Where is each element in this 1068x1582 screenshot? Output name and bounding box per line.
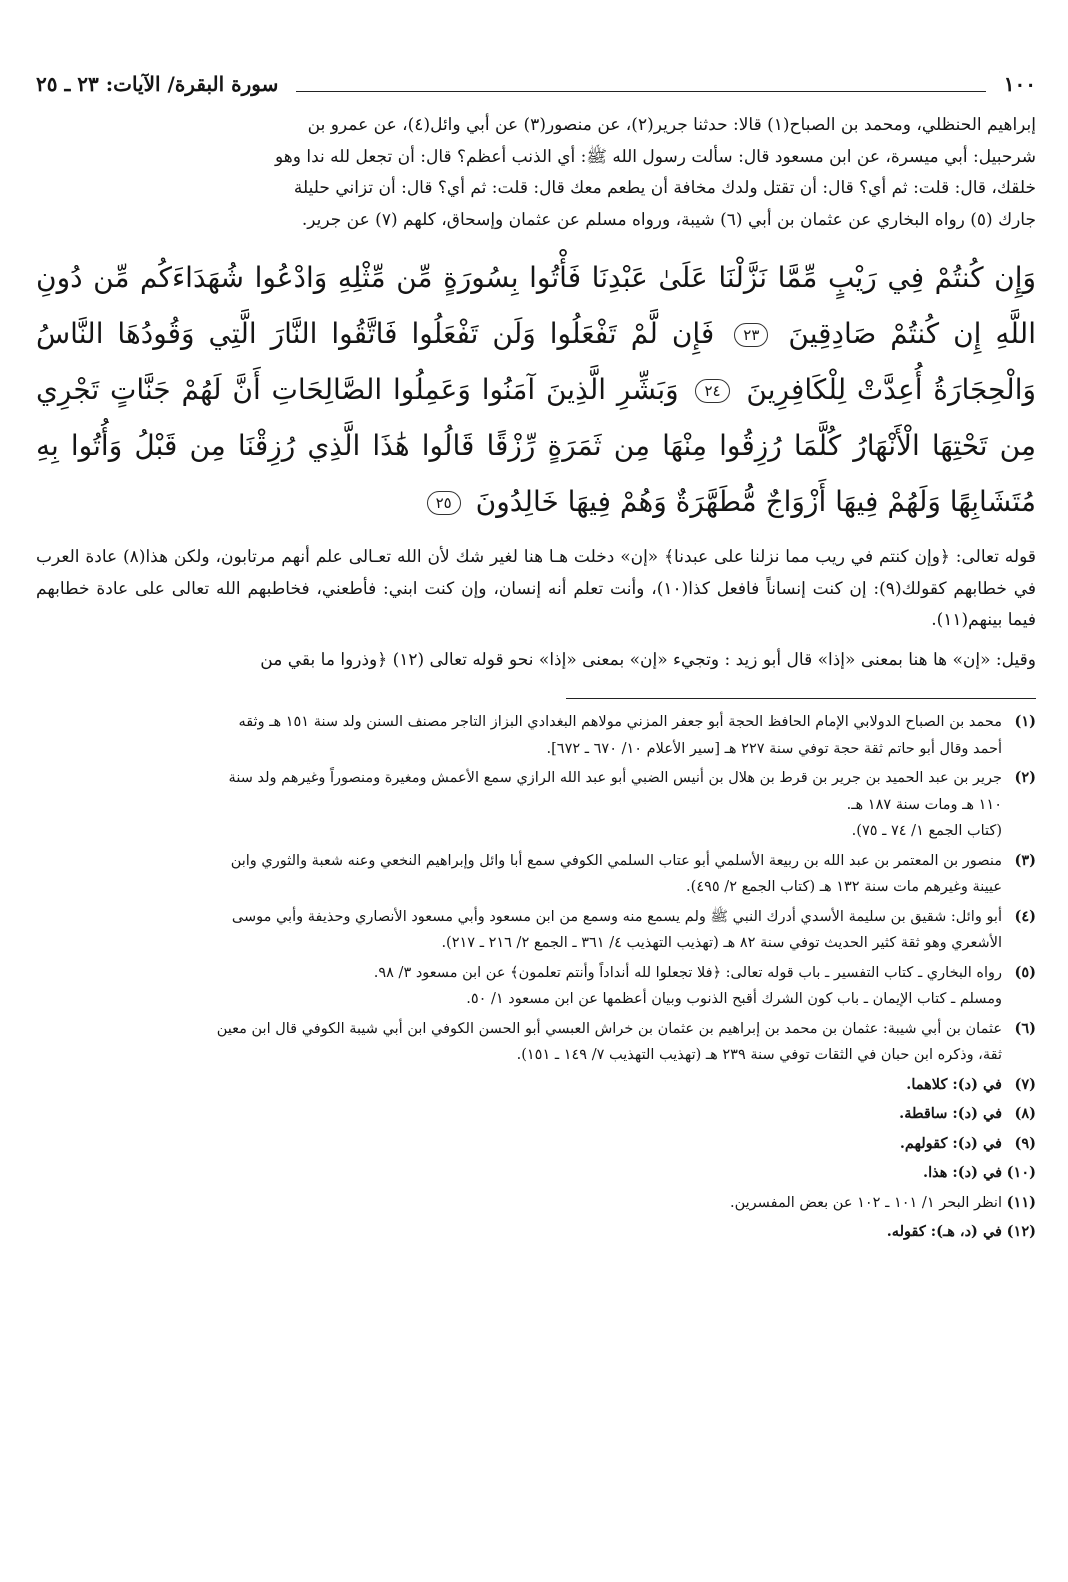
header-rule (296, 91, 985, 92)
footnote-line: عثمان بن أبي شيبة: عثمان بن محمد بن إبراهيم بن عثمان بن خراش العبسي أبو الحسن الكوفي ابن أبي شيبة الكوفي قال ابن معين (216, 1020, 1002, 1037)
commentary (36, 542, 1036, 676)
footnote-number: (١١) (1006, 1193, 1036, 1211)
footnote-line: في (د): كلاهما. (906, 1075, 1002, 1093)
footnote-number: (٢) (1014, 769, 1036, 786)
footnote-line: في (د): ساقطة. (899, 1105, 1002, 1122)
footnote-number: (٨) (1014, 1105, 1036, 1122)
footnote-number: (٧) (1014, 1075, 1036, 1093)
footnote-number: (٩) (1014, 1134, 1036, 1152)
intro-line: جارك (٥) رواه البخاري عن عثمان بن أبي (٦) شيبة، ورواه مسلم عن عثمان وإسحاق، كلهم (٧) عن جرير. (301, 209, 1036, 230)
footnote-number: (٦) (1014, 1019, 1036, 1037)
footnote-line: في (د): هذا. (923, 1164, 1002, 1181)
footnote (36, 1190, 1036, 1217)
footnote-line: ثقة، وذكره ابن حبان في الثقات توفي سنة ٢٣٩ هـ (تهذيب التهذيب ٧/ ١٤٩ ـ ١٥١). (516, 1047, 1002, 1063)
running-title: سورة البقرة/ الآيات: ٢٣ ـ ٢٥ (36, 72, 279, 96)
footnote (36, 709, 1036, 762)
footnote-number: (١٢) (1006, 1223, 1036, 1240)
footnotes (36, 709, 1036, 1246)
book-page (36, 64, 1036, 1564)
footnote-line: محمد بن الصباح الدولابي الإمام الحافظ الحجة أبو جعفر المزني مولاهم البغدادي البزاز التاجر مصنف السنن ولد سنة ١٥١ هـ وثقه (238, 714, 1002, 730)
page-number: ١٠٠ (1003, 72, 1036, 96)
verse-24-text: فَإِن لَّمْ تَفْعَلُوا وَلَن تَفْعَلُوا فَاتَّقُوا النَّارَ الَّتِي وَقُودُهَا النَّاسُ وَالْحِجَارَةُ أُعِدَّتْ لِلْكَافِرِينَ (36, 317, 1036, 406)
footnote-number: (١) (1014, 713, 1036, 730)
footnote-line: الأشعري وهو ثقة كثير الحديث توفي سنة ٨٢ هـ (تهذيب التهذيب ٤/ ٣٦١ ـ الجمع ٢/ ٢١٦ ـ ٢١٧). (441, 935, 1002, 951)
footnote (36, 904, 1036, 957)
footnote-line: ١١٠ هـ ومات سنة ١٨٧ هـ. (846, 796, 1002, 813)
footnote (36, 1131, 1036, 1158)
footnote (36, 765, 1036, 845)
footnote (36, 848, 1036, 901)
footnote (36, 1160, 1036, 1187)
verse-23-text: وَإِن كُنتُمْ فِي رَيْبٍ مِّمَّا نَزَّلْنَا عَلَىٰ عَبْدِنَا فَأْتُوا بِسُورَةٍ مِّن مِّثْلِهِ وَادْعُوا شُهَدَاءَكُم مِّن دُونِ اللَّهِ إِن كُنتُمْ صَادِقِينَ (36, 261, 1036, 350)
isnad-paragraph (36, 110, 1036, 236)
footnote-line: رواه البخاري ـ كتاب التفسير ـ باب قوله تعالى: ﴿فلا تجعلوا لله أنداداً وأنتم تعلمون﴾ عن ابن مسعود ٣/ ٩٨. (373, 964, 1002, 981)
footnote-line: أحمد وقال أبو حاتم ثقة حجة توفي سنة ٢٢٧ هـ [سير الأعلام ١٠/ ٦٧٠ ـ ٦٧٢]. (546, 740, 1002, 757)
footnote-line: عيينة وغيرهم مات سنة ١٣٢ هـ (كتاب الجمع ٢/ ٤٩٥). (686, 879, 1002, 895)
verse-25-text: وَبَشِّرِ الَّذِينَ آمَنُوا وَعَمِلُوا الصَّالِحَاتِ أَنَّ لَهُمْ جَنَّاتٍ تَجْرِي مِن تَحْتِهَا الْأَنْهَارُ كُلَّمَا رُزِقُوا مِنْهَا مِن ثَمَرَةٍ رِّزْقًا قَالُوا هَٰذَا الَّذِي رُزِقْنَا مِن قَبْلُ وَأُتُوا بِهِ مُتَشَابِهًا وَلَهُمْ فِيهَا أَزْوَاجٌ مُّطَهَّرَةٌ وَهُمْ فِيهَا خَالِدُونَ (36, 373, 1036, 518)
footnote-line: (كتاب الجمع ١/ ٧٤ ـ ٧٥). (851, 823, 1002, 839)
footnote (36, 960, 1036, 1013)
footnote-line: منصور بن المعتمر بن عبد الله بن ربيعة الأسلمي أبو عتاب السلمي الكوفي سمع أبا وائل وإبراهيم النخعي وعنه شعبة والثوري وابن (230, 852, 1002, 869)
intro-line: إبراهيم الحنظلي، ومحمد بن الصباح(١) قالا: حدثنا جرير(٢)، عن منصور(٣) عن أبي وائل(٤)، عن عمرو بن (307, 115, 1036, 135)
quran-verses (36, 250, 1036, 530)
footnote-line: انظر البحر ١/ ١٠١ ـ ١٠٢ عن بعض المفسرين. (730, 1194, 1002, 1211)
footnote (36, 1219, 1036, 1246)
footnote-number: (١٠) (1006, 1164, 1036, 1181)
footnote (36, 1072, 1036, 1099)
footnote-separator (566, 698, 1036, 699)
commentary-paragraph: وقيل: «إن» ها هنا بمعنى «إذا» قال أبو زيد : وتجيء «إن» بمعنى «إذا» نحو قوله تعالى (١٢) ﴿وذروا ما بقي من (260, 649, 1036, 670)
page-header (36, 64, 1036, 104)
footnote-line: ومسلم ـ كتاب الإيمان ـ باب كون الشرك أقبح الذنوب وبيان أعظمها عن ابن مسعود ١/ ٥٠. (466, 991, 1002, 1007)
verse-number-23: ٢٣ (734, 323, 768, 347)
commentary-paragraph: قوله تعالى: ﴿وإن كنتم في ريب مما نزلنا على عبدنا﴾ «إن» دخلت هـا هنا لغير شك لأن الله تعـالى علم أنهم مرتابون، ولكن هذا(٨) عادة العرب في خطابهم كقولك(٩): إن كنت إنساناً فافعل كذا(١٠)، وأنت تعلم أنه إنسان، وإن كنت ابني: فأطعني، فخاطبهم الله تعالى على عادة خطابهم فيما بينهم(١١). (36, 547, 1036, 630)
footnote-number: (٤) (1014, 907, 1036, 925)
footnote-line: في (د، هـ): كقوله. (886, 1223, 1002, 1240)
intro-line: خلقك، قال: قلت: ثم أي؟ قال: أن تقتل ولدك مخافة أن يطعم معك قال: قلت: ثم أي؟ قال: أن تزاني حليلة (293, 178, 1036, 198)
footnote (36, 1016, 1036, 1069)
footnote-number: (٥) (1014, 963, 1036, 981)
verse-number-25: ٢٥ (427, 491, 461, 515)
footnote-line: أبو وائل: شقيق بن سليمة الأسدي أدرك النبي ﷺ ولم يسمع منه وسمع من ابن مسعود وأبي مسعود الأنصاري وحذيفة وأبي موسى (231, 908, 1002, 925)
footnote-number: (٣) (1014, 851, 1036, 869)
intro-line: شرحبيل: أبي ميسرة، عن ابن مسعود قال: سألت رسول الله ﷺ: أي الذنب أعظم؟ قال: أن تجعل لله ندا وهو (274, 146, 1036, 167)
verse-number-24: ٢٤ (695, 379, 729, 403)
footnote (36, 1101, 1036, 1128)
footnote-line: في (د): كقولهم. (899, 1134, 1002, 1152)
footnote-line: جرير بن عبد الحميد بن جرير بن قرط بن هلال بن أنيس الضبي أبو عبد الله الرازي سمع الأعمش ومغيرة ومنصوراً وغيرهم ولد سنة (228, 770, 1002, 786)
